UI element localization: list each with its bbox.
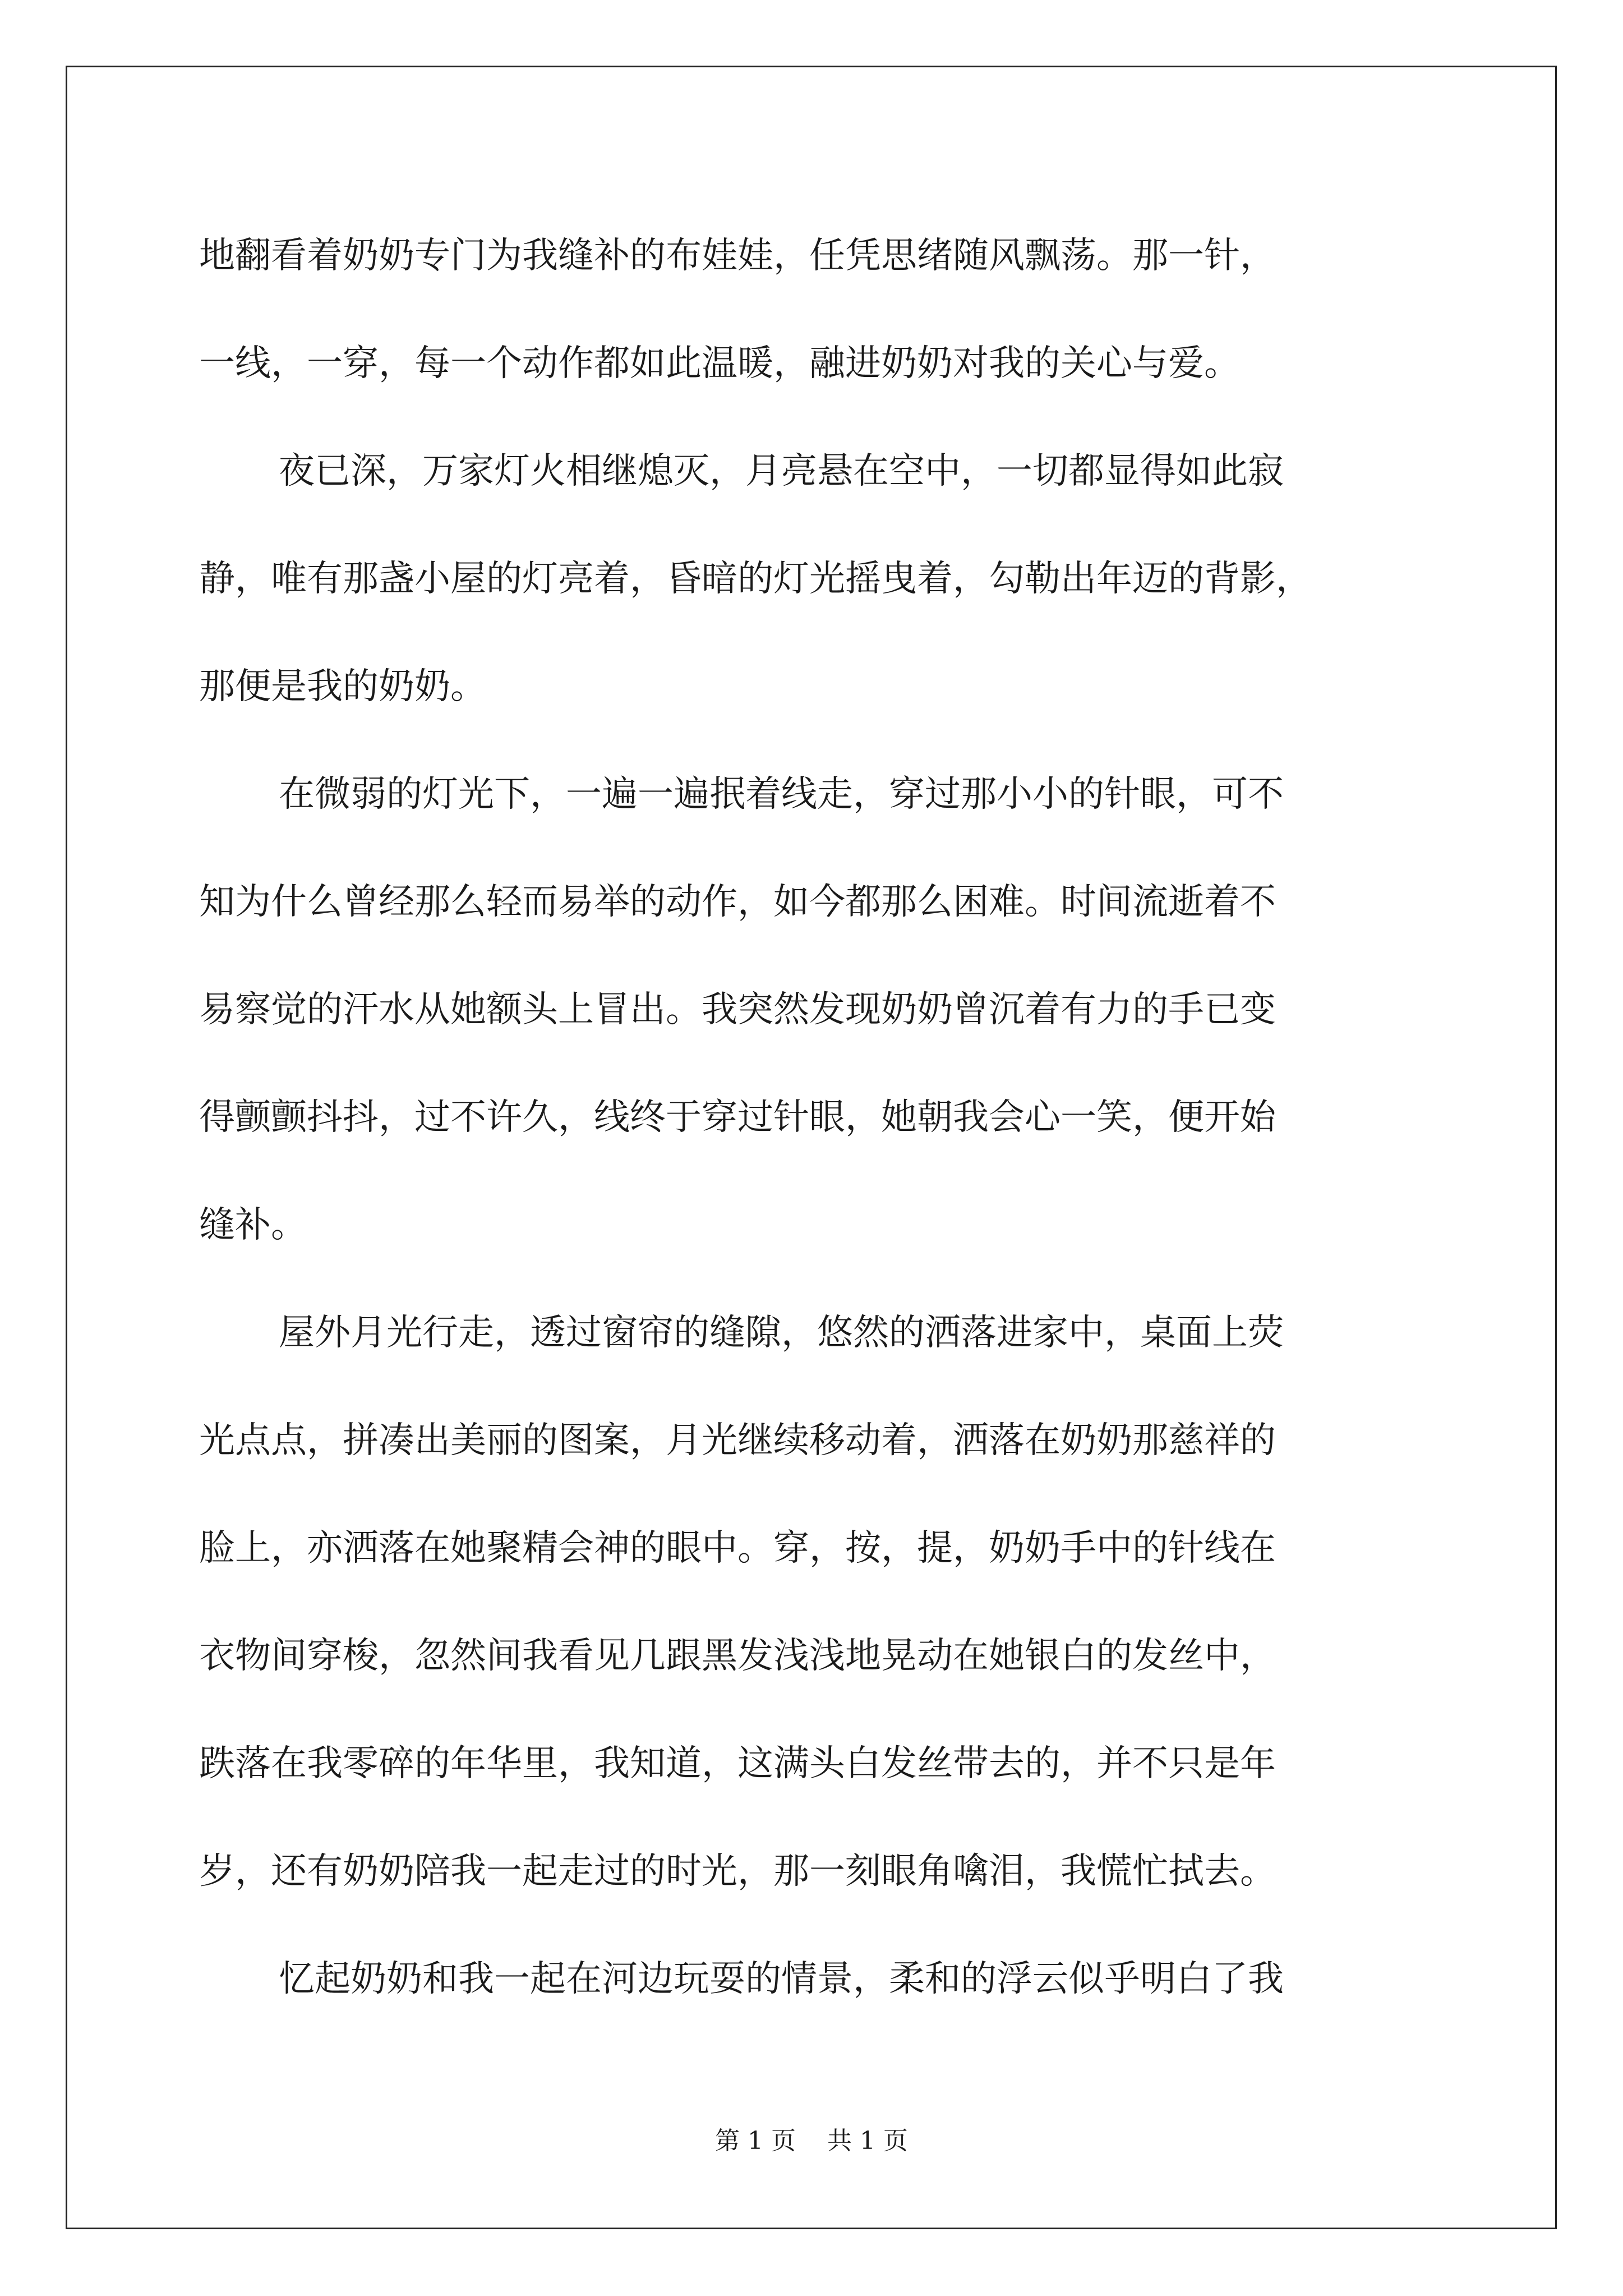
document-body: [199, 202, 1433, 2033]
text-line-16: 岁，还有奶奶陪我一起走过的时光，那一刻眼角噙泪，我慌忙拭去。: [199, 1851, 1276, 1892]
page-footer: 第 1 页 共 1 页: [715, 2127, 908, 2155]
text-line-3: 夜已深，万家灯火相继熄灭，月亮悬在空中，一切都显得如此寂: [279, 450, 1284, 492]
text-line-9: 得颤颤抖抖，过不许久，线终于穿过针眼，她朝我会心一笑，便开始: [199, 1097, 1276, 1138]
text-line-5: 那便是我的奶奶。: [199, 666, 486, 707]
text-line-10: 缝补。: [199, 1204, 307, 1246]
text-line-1: 地翻看着奶奶专门为我缝补的布娃娃，任凭思绪随风飘荡。那一针，: [199, 235, 1276, 277]
text-line-6: 在微弱的灯光下，一遍一遍抿着线走，穿过那小小的针眼，可不: [279, 774, 1284, 815]
text-line-17: 忆起奶奶和我一起在河边玩耍的情景，柔和的浮云似乎明白了我: [279, 1958, 1284, 2000]
text-line-13: 脸上，亦洒落在她聚精会神的眼中。穿，按，提，奶奶手中的针线在: [199, 1527, 1276, 1569]
text-line-12: 光点点，拼凑出美丽的图案，月光继续移动着，洒落在奶奶那慈祥的: [199, 1420, 1276, 1461]
text-line-15: 跌落在我零碎的年华里，我知道，这满头白发丝带去的，并不只是年: [199, 1743, 1276, 1784]
text-line-8: 易察觉的汗水从她额头上冒出。我突然发现奶奶曾沉着有力的手已变: [199, 989, 1276, 1030]
text-line-11: 屋外月光行走，透过窗帘的缝隙，悠然的洒落进家中，桌面上荧: [279, 1312, 1284, 1354]
text-line-7: 知为什么曾经那么轻而易举的动作，如今都那么困难。时间流逝着不: [199, 881, 1276, 923]
text-line-4: 静，唯有那盏小屋的灯亮着，昏暗的灯光摇曳着，勾勒出年迈的背影，: [199, 558, 1312, 600]
text-line-2: 一线，一穿，每一个动作都如此温暖，融进奶奶对我的关心与爱。: [199, 343, 1240, 384]
text-line-14: 衣物间穿梭，忽然间我看见几跟黑发浅浅地晃动在她银白的发丝中，: [199, 1635, 1276, 1677]
